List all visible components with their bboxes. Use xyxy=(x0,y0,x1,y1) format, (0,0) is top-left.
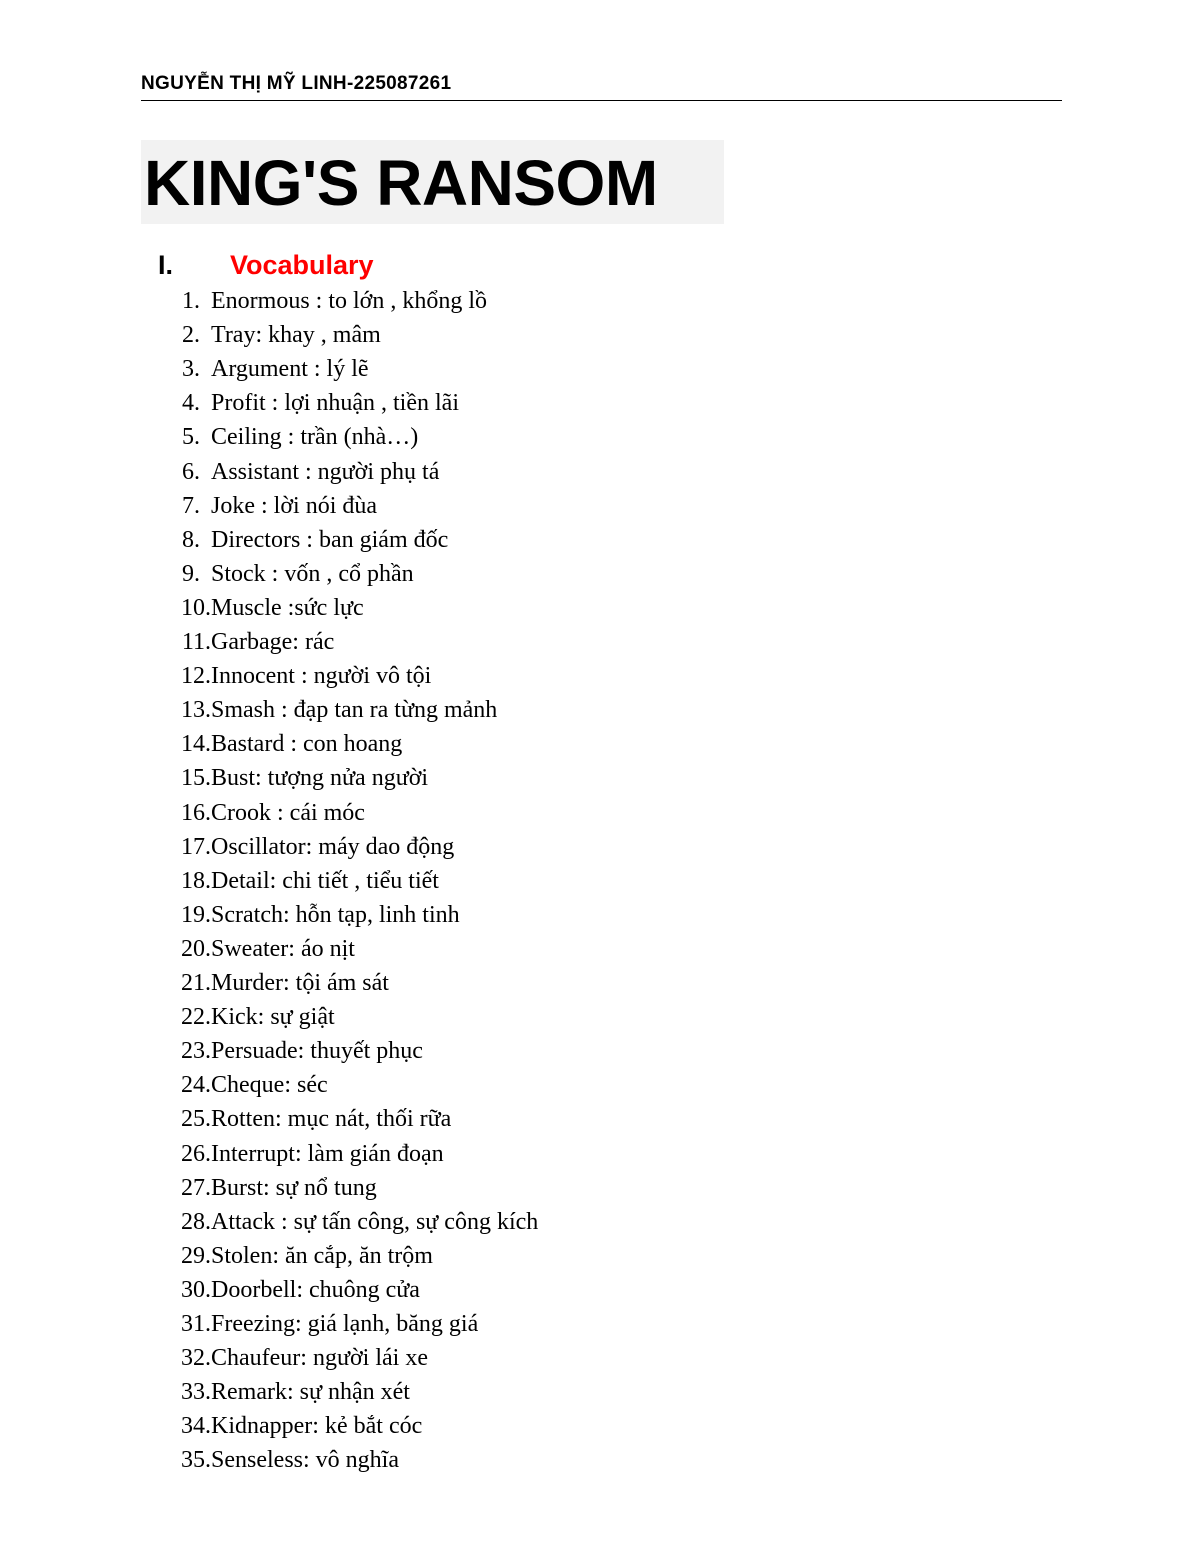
vocabulary-item-text: Persuade: thuyết phục xyxy=(211,1038,423,1065)
vocabulary-item-number: 8. xyxy=(182,526,200,553)
vocabulary-item-number: 5. xyxy=(182,424,200,451)
vocabulary-item-text: Assistant : người phụ tá xyxy=(211,458,440,485)
vocabulary-item-text: Scratch: hỗn tạp, linh tinh xyxy=(211,901,460,928)
section-number: I. xyxy=(158,250,174,280)
vocabulary-item-text: Senseless: vô nghĩa xyxy=(211,1447,399,1474)
vocabulary-item-text: Kick: sự giật xyxy=(211,1004,335,1031)
vocabulary-item-number: 9. xyxy=(182,560,200,587)
vocabulary-item-number: 23. xyxy=(181,1038,211,1065)
vocabulary-item-text: Detail: chi tiết , tiểu tiết xyxy=(211,867,439,894)
vocabulary-item-text: Profit : lợi nhuận , tiền lãi xyxy=(211,390,459,417)
vocabulary-item-number: 17. xyxy=(181,833,211,860)
vocabulary-item-number: 34. xyxy=(181,1413,211,1440)
vocabulary-item-number: 7. xyxy=(182,492,200,519)
vocabulary-item-text: Bastard : con hoang xyxy=(211,731,403,758)
vocabulary-item-text: Oscillator: máy dao động xyxy=(211,833,455,860)
vocabulary-item-text: Garbage: rác xyxy=(211,629,335,655)
section-label: Vocabulary xyxy=(230,250,374,280)
vocabulary-item-number: 4. xyxy=(182,390,200,417)
vocabulary-item-text: Kidnapper: kẻ bắt cóc xyxy=(211,1413,423,1440)
vocabulary-item-text: Burst: sự nổ tung xyxy=(211,1174,377,1201)
vocabulary-item-text: Stolen: ăn cắp, ăn trộm xyxy=(211,1242,433,1269)
vocabulary-item-number: 16. xyxy=(181,799,211,826)
vocabulary-item-text: Smash : đạp tan ra từng mảnh xyxy=(211,697,498,724)
vocabulary-item-text: Remark: sự nhận xét xyxy=(211,1379,410,1406)
vocabulary-item-number: 28. xyxy=(181,1208,211,1235)
vocabulary-item-number: 19. xyxy=(181,901,211,928)
vocabulary-item-number: 13. xyxy=(181,697,211,724)
vocabulary-item-number: 14. xyxy=(181,731,211,758)
vocabulary-item-number: 18. xyxy=(181,867,211,894)
vocabulary-item-text: Doorbell: chuông cửa xyxy=(211,1276,420,1303)
vocabulary-item-text: Cheque: séc xyxy=(211,1072,328,1099)
vocabulary-item-text: Stock : vốn , cổ phần xyxy=(211,560,414,587)
vocabulary-item-number: 30. xyxy=(181,1276,211,1303)
vocabulary-item-number: 33. xyxy=(181,1379,211,1406)
vocabulary-item-text: Rotten: mục nát, thối rữa xyxy=(211,1106,452,1133)
vocabulary-item-number: 3. xyxy=(182,356,200,383)
vocabulary-item-text: Tray: khay , mâm xyxy=(211,322,381,349)
vocabulary-item-number: 6. xyxy=(182,458,200,485)
vocabulary-item-text: Freezing: giá lạnh, băng giá xyxy=(211,1311,479,1337)
vocabulary-item-text: Muscle :sức lực xyxy=(211,594,364,621)
vocabulary-item-number: 35. xyxy=(181,1447,211,1474)
vocabulary-item-text: Crook : cái móc xyxy=(211,799,365,826)
vocabulary-item-text: Ceiling : trần (nhà…) xyxy=(211,424,419,451)
vocabulary-item-number: 1. xyxy=(182,288,200,314)
vocabulary-item-text: Attack : sự tấn công, sự công kích xyxy=(211,1208,539,1235)
vocabulary-item-number: 21. xyxy=(181,970,211,996)
vocabulary-item-text: Directors : ban giám đốc xyxy=(211,526,449,553)
vocabulary-item-number: 29. xyxy=(181,1242,211,1269)
vocabulary-item-number: 31. xyxy=(181,1311,211,1337)
vocabulary-item-number: 32. xyxy=(181,1345,211,1372)
vocabulary-item-number: 24. xyxy=(181,1072,211,1099)
vocabulary-item-text: Interrupt: làm gián đoạn xyxy=(211,1140,444,1167)
vocabulary-item-text: Enormous : to lớn , khổng lồ xyxy=(211,288,488,314)
title-box xyxy=(141,140,724,224)
document-title: KING'S RANSOM xyxy=(144,147,658,219)
vocabulary-item-text: Innocent : người vô tội xyxy=(211,663,432,690)
vocabulary-item-text: Bust: tượng nửa người xyxy=(211,765,429,792)
vocabulary-item-number: 27. xyxy=(181,1174,211,1201)
vocabulary-item-number: 11. xyxy=(181,629,211,655)
vocabulary-item-number: 15. xyxy=(181,765,211,792)
page-header xyxy=(141,72,1062,101)
vocabulary-item-text: Murder: tội ám sát xyxy=(211,970,389,996)
vocabulary-item-text: Sweater: áo nịt xyxy=(211,935,355,962)
header-author: NGUYỄN THỊ MỸ LINH-225087261 xyxy=(141,73,452,94)
vocabulary-item-text: Joke : lời nói đùa xyxy=(211,492,378,519)
vocabulary-item-number: 10. xyxy=(181,594,211,621)
vocabulary-item-number: 22. xyxy=(181,1004,211,1031)
vocabulary-item-text: Chaufeur: người lái xe xyxy=(211,1345,428,1372)
vocabulary-item-text: Argument : lý lẽ xyxy=(211,356,369,383)
vocabulary-item-number: 26. xyxy=(181,1140,211,1167)
vocabulary-item-number: 12. xyxy=(181,663,211,690)
vocabulary-item-number: 20. xyxy=(181,935,211,962)
vocabulary-item-number: 25. xyxy=(181,1106,211,1133)
vocabulary-item-number: 2. xyxy=(182,322,200,349)
